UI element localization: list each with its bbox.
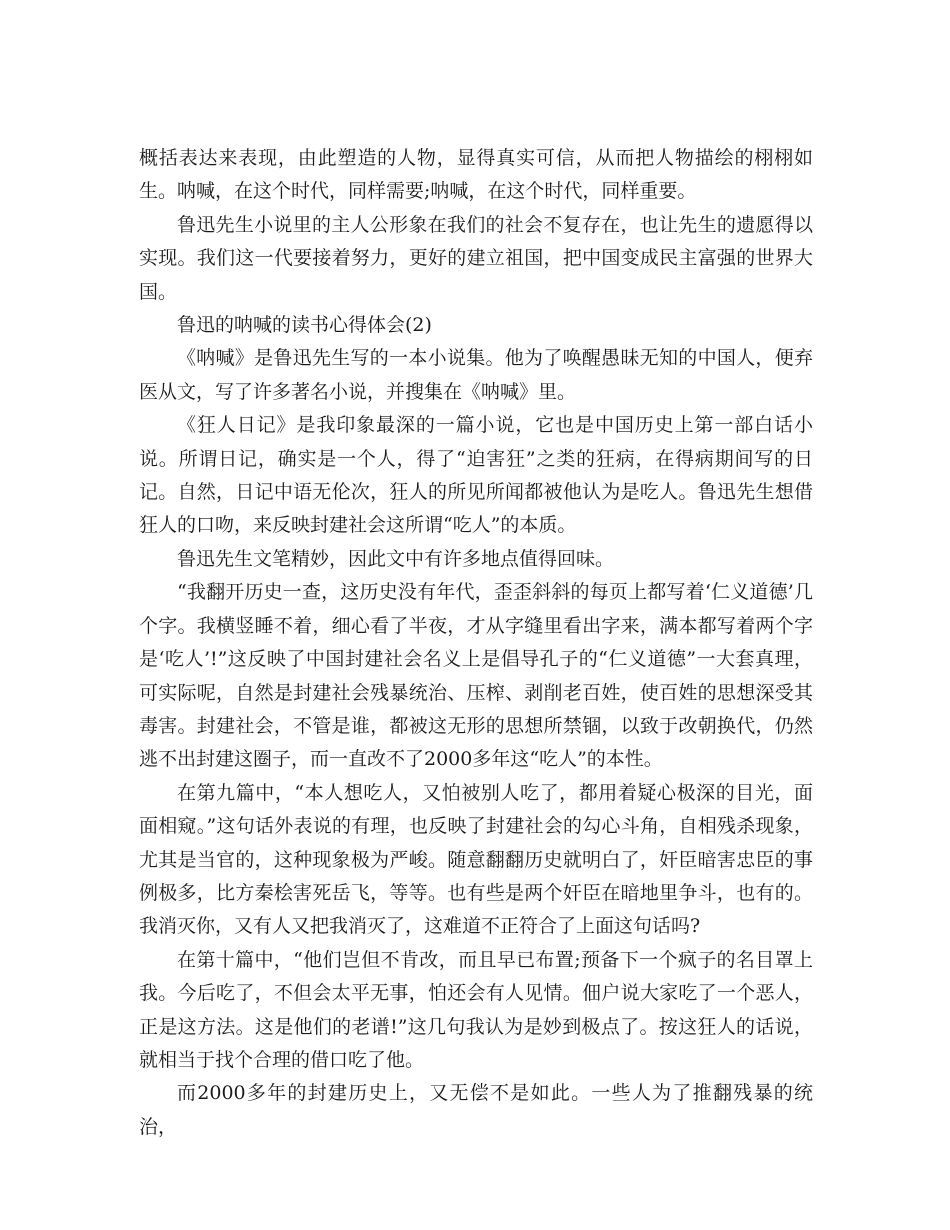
paragraph: 《狂人日记》是我印象最深的一篇小说，它也是中国历史上第一部白话小说。所谓日记，确实是一个人，得了“迫害狂”之类的狂病，在得病期间写的日记。自然，日记中语无伦次，狂人的所见所闻都被他认为是吃人。鲁迅先生想借狂人的口吻，来反映封建社会这所谓“吃人”的本质。 — [139, 414, 813, 537]
paragraph: 鲁迅先生小说里的主人公形象在我们的社会不复存在，也让先生的遗愿得以实现。我们这一代要接着努力，更好的建立祖国，把中国变成民主富强的世界大国。 — [139, 213, 813, 303]
paragraph: “我翻开历史一查，这历史没有年代，歪歪斜斜的每页上都写着‘仁义道德’几个字。我横竖睡不着，细心看了半夜，才从字缝里看出字来，满本都写着两个字是‘吃人’!”这反映了中国封建社会名义上是倡导孔子的“仁义道德”一大套真理，可实际呢，自然是封建社会残暴统治、压榨、剥削老百姓，使百姓的思想深受其毒害。封建社会，不管是谁，都被这无形的思想所禁锢，以致于改朝换代，仍然逃不出封建这圈子，而一直改不了2000多年这“吃人”的本性。 — [139, 581, 813, 771]
paragraph: 在第十篇中，“他们岂但不肯改，而且早已布置;预备下一个疯子的名目罩上我。今后吃了，不但会太平无事，怕还会有人见情。佃户说大家吃了一个恶人，正是这方法。这是他们的老谱!”这几句我认为是妙到极点了。按这狂人的话说，就相当于找个合理的借口吃了他。 — [139, 948, 813, 1071]
paragraph: 鲁迅先生文笔精妙，因此文中有许多地点值得回味。 — [177, 547, 615, 570]
document-body — [139, 142, 813, 1144]
section-title: 鲁迅的呐喊的读书心得体会(2) — [177, 314, 432, 337]
paragraph: 而2000多年的封建历史上，又无偿不是如此。一些人为了推翻残暴的统治， — [139, 1082, 813, 1138]
paragraph: 《呐喊》是鲁迅先生写的一本小说集。他为了唤醒愚昧无知的中国人，便弃医从文，写了许多著名小说，并搜集在《呐喊》里。 — [139, 347, 813, 403]
paragraph: 概括表达来表现，由此塑造的人物，显得真实可信，从而把人物描绘的栩栩如生。呐喊，在这个时代，同样需要;呐喊，在这个时代，同样重要。 — [139, 147, 813, 203]
paragraph: 在第九篇中，“本人想吃人，又怕被别人吃了，都用着疑心极深的目光，面面相窥。”这句话外表说的有理，也反映了封建社会的勾心斗角，自相残杀现象，尤其是当官的，这种现象极为严峻。随意翻翻历史就明白了，奸臣暗害忠臣的事例极多，比方秦桧害死岳飞，等等。也有些是两个奸臣在暗地里争斗，也有的。我消灭你，又有人又把我消灭了，这难道不正符合了上面这句话吗? — [139, 781, 813, 938]
